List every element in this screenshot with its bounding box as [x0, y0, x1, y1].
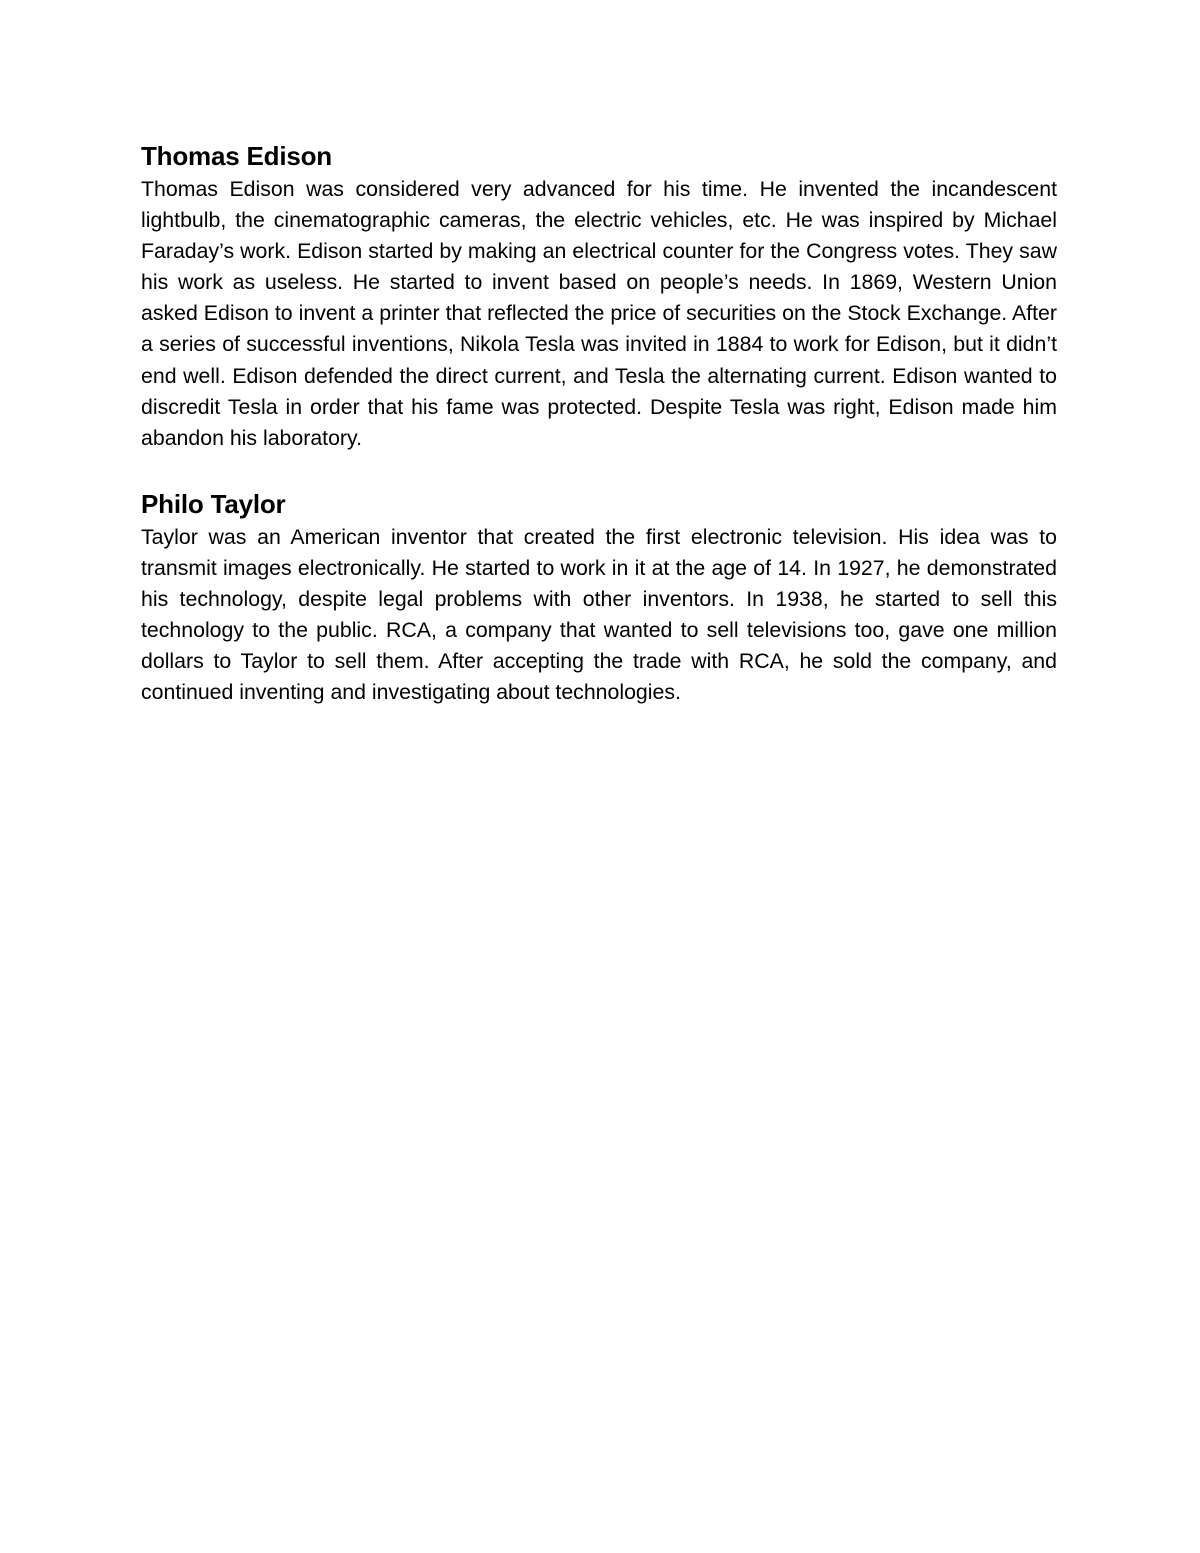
section-heading: Philo Taylor: [141, 488, 286, 519]
section-body: Thomas Edison was considered very advanced for his time. He invented the incandescent lightbulb, the cinematographic cameras, the electric vehicles, etc. He was inspired by Michael Faraday’s work. Edison started by making an electrical counter for the Congress votes. They saw his work as useless. He started to invent based on people’s needs. In 1869, Western Union asked Edison to invent a printer that reflected the price of securities on the Stock Exchange. After a series of successful inventions, Nikola Tesla was invited in 1884 to work for Edison, but it didn’t end well. Edison defended the direct current, and Tesla the alternating current. Edison wanted to discredit Tesla in order that his fame was protected. Despite Tesla was right, Edison made him abandon his laboratory.: [141, 177, 1057, 450]
section-heading: Thomas Edison: [141, 141, 332, 171]
document-page: [141, 138, 1057, 708]
section-thomas-edison: [141, 138, 1057, 454]
section-body: Taylor was an American inventor that created the first electronic television. His idea was to transmit images electronically. He started to work in it at the age of 14. In 1927, he demonstrated his technology, despite legal problems with other inventors. In 1938, he started to sell this technology to the public. RCA, a company that wanted to sell televisions too, gave one million dollars to Taylor to sell them. After accepting the trade with RCA, he sold the company, and continued inventing and investigating about technologies.: [141, 524, 1057, 705]
section-philo-taylor: [141, 486, 1057, 709]
